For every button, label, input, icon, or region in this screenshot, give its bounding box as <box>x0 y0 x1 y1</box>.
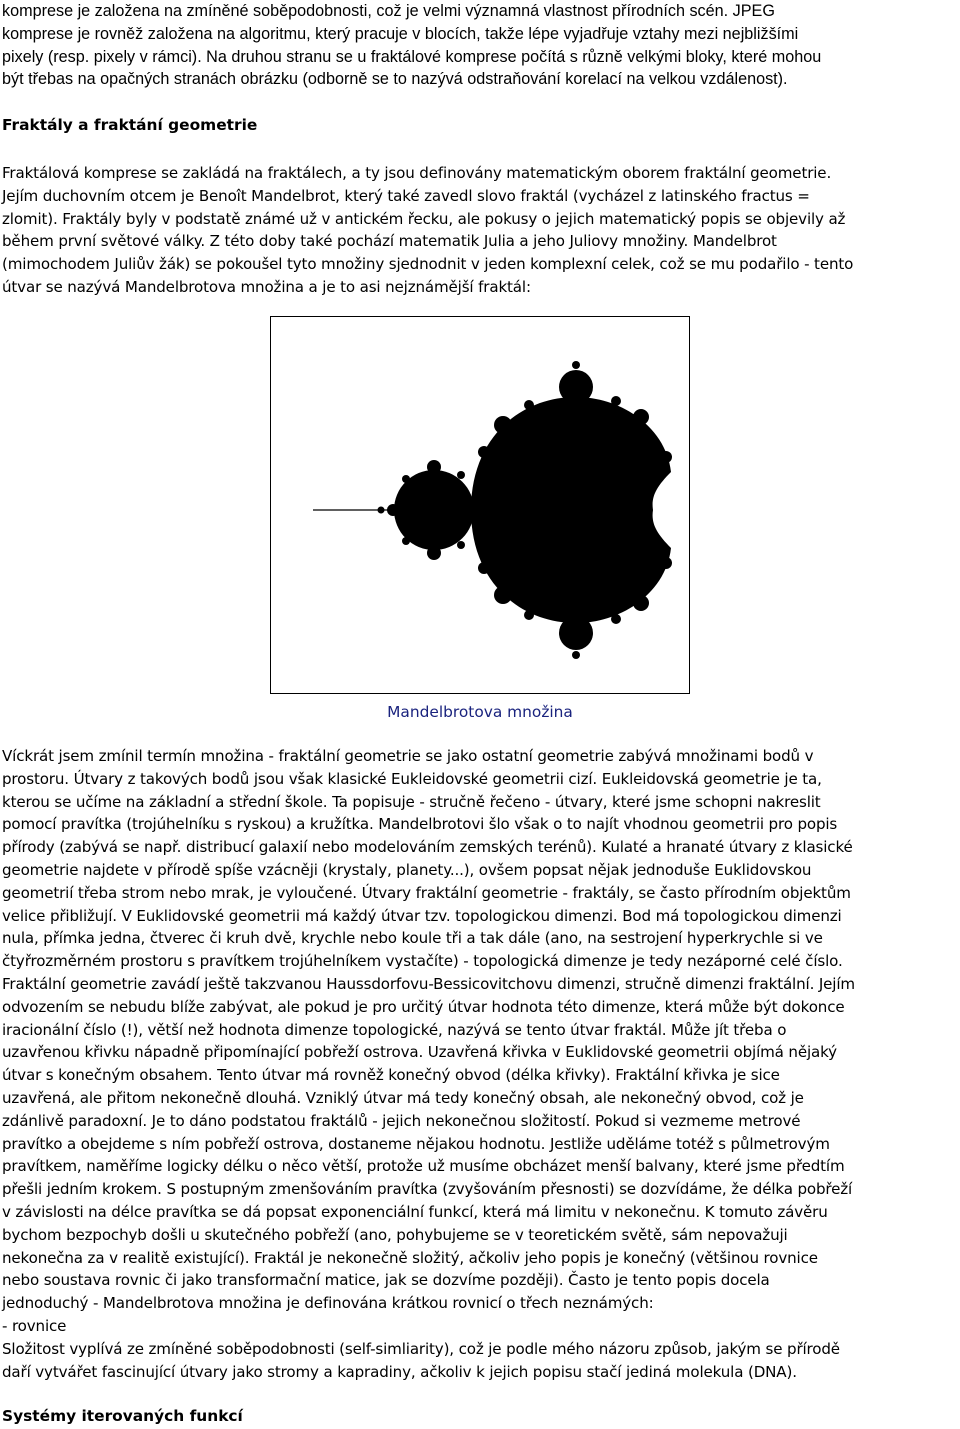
figure-caption: Mandelbrotova množina <box>387 703 573 721</box>
text-line: uzavřenou křivku nápadně připomínající pobřeží ostrova. Uzavřená křivka v Euklidovské geometrii objímá nějaký <box>2 1043 837 1062</box>
fractals-paragraph <box>2 162 958 299</box>
section-heading-ifs: Systémy iterovaných funkcí <box>2 1407 243 1425</box>
geometry-paragraph <box>2 745 958 1383</box>
text-line: pravítko a obejdeme s ním pobřeží ostrova, dostaneme nějakou hodnotu. Jestliže uděláme totéž s půlmetrovým <box>2 1134 830 1153</box>
text-line: uzavřená, ale přitom nekonečně dlouhá. Vzniklý útvar má tedy konečný obsah, ale nekonečný obvod, což je <box>2 1088 804 1107</box>
text-line: nekonečna za v realitě existující). Fraktál je nekonečně složitý, ačkoliv jeho popis je konečný (většinou rovnice <box>2 1248 818 1267</box>
text-line: zlomit). Fraktály byly v podstatě známé už v antickém řecku, ale pokusy o jejich matematický popis se objevily až <box>2 209 846 228</box>
text-line: nebo soustava rovnic či jako transformační matice, jak se dozvíme později). Často je tento popis docela <box>2 1271 770 1290</box>
text-line: čtyřrozměrném prostoru s pravítkem trojúhelníkem vystačíte) - topologická dimenze je tedy nezáporné celé číslo. <box>2 952 843 971</box>
text-line: komprese je rovněž založena na algoritmu, který pracuje v blocích, takže lépe vyjadřuje vztahy mezi nejbližšími <box>2 24 799 43</box>
text-line: kterou se učíme na základní a střední škole. Ta popisuje - stručně řečeno - útvary, které jsme schopni nakreslit <box>2 792 821 811</box>
mandelbrot-icon <box>271 317 689 693</box>
text-line: komprese je založena na zmíněné soběpodobnosti, což je velmi významná vlastnost přírodních scén. JPEG <box>2 2 775 20</box>
text-line: Jejím duchovním otcem je Benoît Mandelbrot, který také zavedl slovo fraktál (vycházel z latinského fractus = <box>2 186 810 205</box>
text-line: přešli jedním krokem. S postupným zmenšováním pravítka (zvyšováním přesnosti) se dozvídáme, že délka pobřeží <box>2 1180 853 1199</box>
section-heading-fractals: Fraktály a fraktání geometrie <box>2 116 258 134</box>
text-line: útvar se nazývá Mandelbrotova množina a je to asi nejznámější fraktál: <box>2 277 531 296</box>
text-line: Složitost vyplívá ze zmíněné soběpodobnosti (self-simliarity), což je podle mého názoru způsob, jakým se přírodě <box>2 1339 840 1358</box>
text-line: geometrie najdete v přírodě spíše vzácněji (krystaly, planety...), ovšem popsat nějak jednoduše Euklidovskou <box>2 860 812 879</box>
text-line: jednoduchý - Mandelbrotova množina je definována krátkou rovnicí o třech neznámých: <box>2 1294 654 1313</box>
text-line: odvozením se nebudu blíže zabývat, ale pokud je pro určitý útvar hodnota této dimenze, která může být dokonce <box>2 997 845 1016</box>
text-line: v závislosti na délce pravítka se dá popsat exponenciální funkcí, která má limitu v nekonečnu. K tomuto závěru <box>2 1202 828 1221</box>
mandelbrot-set-image <box>270 316 690 694</box>
text-line: pravítkem, naměříme logicky délku o něco větší, protože už musíme obcházet menší balvany, které jsme předtím <box>2 1157 845 1176</box>
text-line: Víckrát jsem zmínil termín množina - fraktální geometrie se jako ostatní geometrie zabývá množinami bodů v <box>2 747 814 765</box>
text-line: - rovnice <box>2 1316 67 1335</box>
text-line: bychom bezpochyb došli u skutečného pobřeží (ano, pohybujeme se v teoretickém světě, sám nepovažuji <box>2 1225 788 1244</box>
text-line: během první světové války. Z této doby také pochází matematik Julia a jeho Juliovy množiny. Mandelbrot <box>2 232 777 251</box>
text-line: pixely (resp. pixely v rámci). Na druhou stranu se u fraktálové komprese počítá s různě velkými bloky, které mohou <box>2 47 822 66</box>
text-line: daří vytvářet fascinující útvary jako stromy a kapradiny, ačkoliv k jejich popisu stačí jediná molekula (DNA). <box>2 1362 797 1381</box>
text-line: Fraktální geometrie zavádí ještě takzvanou Haussdorfovu-Bessicovitchovu dimenzi, stručně dimenzi fraktální. Jejím <box>2 974 855 993</box>
text-line: Fraktálová komprese se zakládá na fraktálech, a ty jsou definovány matematickým oborem fraktální geometrie. <box>2 164 832 182</box>
text-line: být třebas na opačných stranách obrázku (odborně se to nazývá odstraňování korelací na velkou vzdálenost). <box>2 70 788 89</box>
text-line: geometrií třeba strom nebo mrak, je vyloučené. Útvary fraktální geometrie - fraktály, se často přírodním objektům <box>2 883 851 902</box>
text-line: (mimochodem Juliův žák) se pokoušel tyto množiny sjednodnit v jeden komplexní celek, což se mu podařilo - tento <box>2 255 854 274</box>
text-line: iracionální číslo (!), větší než hodnota dimenze topologické, nazývá se tento útvar fraktál. Může jít třeba o <box>2 1020 787 1039</box>
text-line: velice přibližují. V Euklidovské geometrii má každý útvar tzv. topologickou dimenzi. Bod má topologickou dimenzi <box>2 906 842 925</box>
text-line: nula, přímka jedna, čtverec či kruh dvě, krychle nebo koule tři a tak dále (ano, na sestrojení hyperkrychle si ve <box>2 929 823 948</box>
text-line: zdánlivě paradoxní. Je to dáno podstatou fraktálů - jejich nekonečnou složitostí. Pokud si vezmeme metrové <box>2 1111 801 1130</box>
intro-paragraph <box>2 0 958 91</box>
text-line: přírody (zabývá se např. distribucí galaxií nebo modelováním zemských terénů). Kulaté a hranaté útvary z klasické <box>2 838 853 857</box>
text-line: prostoru. Útvary z takových bodů jsou však klasické Eukleidovské geometrii cizí. Eukleidovská geometrie je ta, <box>2 769 822 788</box>
text-line: pomocí pravítka (trojúhelníku s ryskou) a kružítka. Mandelbrotovi šlo však o to najít vhodnou geometrii pro popis <box>2 815 838 834</box>
text-line: útvar s konečným obsahem. Tento útvar má rovněž konečný obvod (délka křivky). Fraktální křivka je sice <box>2 1066 780 1085</box>
